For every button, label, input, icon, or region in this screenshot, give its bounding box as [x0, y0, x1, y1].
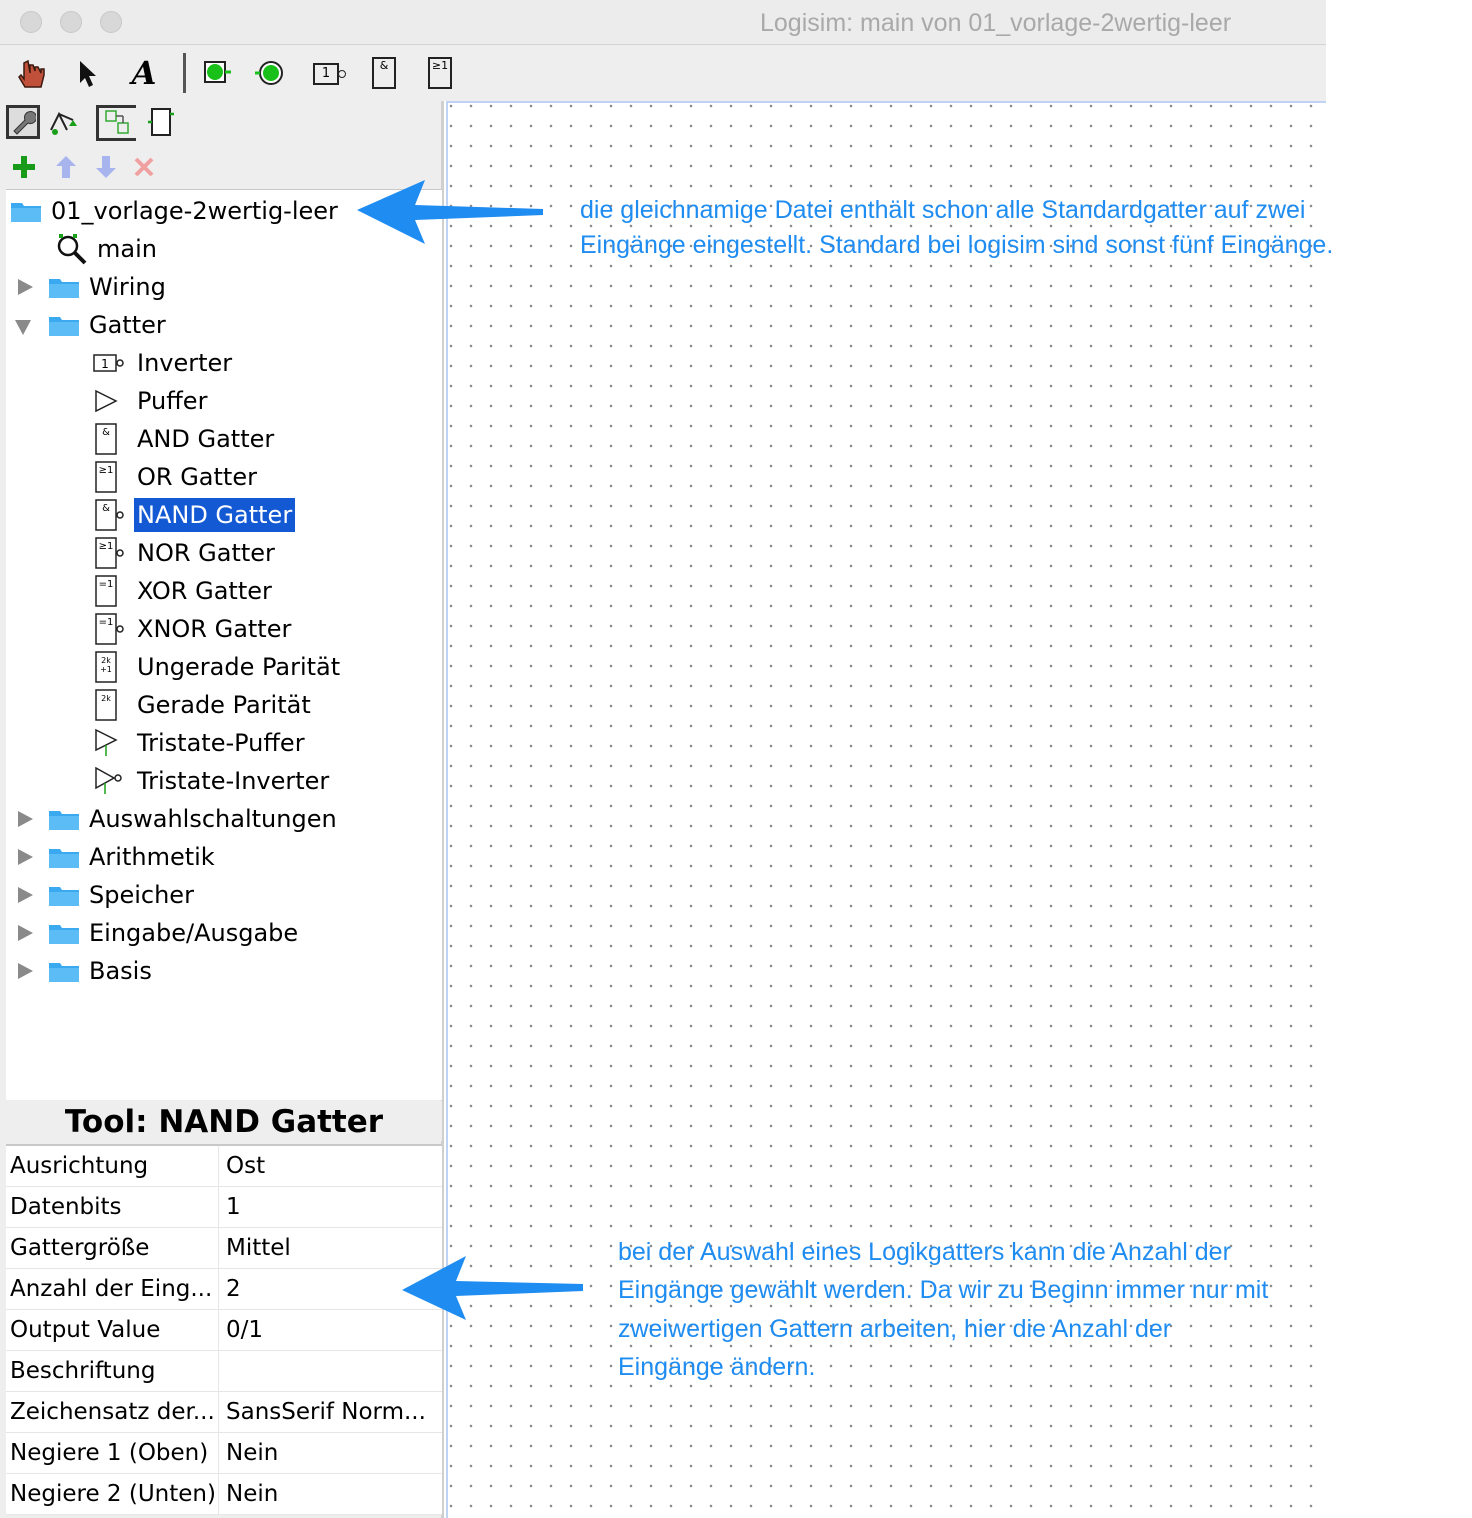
annotation-bottom-line-4: Eingänge ändern. [618, 1353, 816, 1381]
zoom-window-button[interactable] [100, 11, 122, 33]
svg-text:≥1: ≥1 [98, 465, 114, 476]
magnifier-circuit-icon [54, 232, 88, 266]
expand-toggle-eingabe-ausgabe[interactable] [18, 925, 33, 941]
arrow-pointer-icon [68, 55, 104, 91]
or-gate-tool-button[interactable] [422, 55, 458, 91]
text-tool-button[interactable] [126, 55, 162, 91]
attribute-row[interactable]: Zeichensatz der... SansSerif Norm... [6, 1392, 442, 1433]
svg-text:=1: =1 [98, 579, 114, 590]
tree-library-speicher[interactable]: Speicher [48, 877, 197, 913]
attribute-table [6, 1144, 442, 1515]
selected-item-label: NAND Gatter [134, 498, 295, 532]
tool-toolbar [0, 45, 1326, 101]
expand-toggle-auswahlschaltungen[interactable] [18, 811, 33, 827]
tree-item-tristate-inverter[interactable]: Tristate-Inverter [92, 763, 332, 799]
even-parity-icon [92, 688, 126, 722]
move-circuit-down-button[interactable] [92, 153, 120, 181]
svg-text:&: & [102, 503, 110, 514]
explorer-tree [6, 189, 442, 1100]
and-gate-icon: & [372, 57, 396, 89]
and-gate-icon [92, 422, 126, 456]
tree-item-xor-gatter[interactable]: =1 XOR Gatter [92, 573, 275, 609]
tree-library-auswahlschaltungen[interactable]: Auswahlschaltungen [48, 801, 340, 837]
circuit-layout-icon [103, 108, 133, 138]
tree-library-basis[interactable]: Basis [48, 953, 155, 989]
folder-icon [10, 199, 42, 223]
expand-toggle-basis[interactable] [18, 963, 33, 979]
tree-item-ungerade-paritaet[interactable]: 2k +1 Ungerade Parität [92, 649, 343, 685]
tree-item-puffer[interactable]: Puffer [92, 383, 210, 419]
window-titlebar [0, 0, 1326, 45]
nor-gate-icon [92, 536, 126, 570]
attribute-row[interactable]: Negiere 1 (Oben) Nein [6, 1433, 442, 1474]
expand-toggle-arithmetik[interactable] [18, 849, 33, 865]
tree-item-or-gatter[interactable]: ≥1 OR Gatter [92, 459, 260, 495]
window-title: Logisim: main von 01_vorlage-2wertig-leer [760, 9, 1232, 37]
simulate-view-button[interactable] [46, 105, 80, 139]
minimize-window-button[interactable] [60, 11, 82, 33]
tree-library-gatter[interactable]: Gatter [48, 307, 169, 343]
buffer-gate-icon [92, 389, 126, 413]
expand-toggle-wiring[interactable] [18, 279, 33, 295]
annotation-top-line-1: die gleichnamige Datei enthält schon alle Standardgatter auf zwei [580, 196, 1306, 224]
nand-gate-icon [92, 498, 126, 532]
delete-circuit-button[interactable] [130, 153, 158, 181]
svg-text:2k: 2k [101, 656, 111, 665]
text-tool-icon: A [131, 54, 157, 92]
svg-text:&: & [102, 427, 110, 438]
not-gate-tool-button[interactable] [310, 55, 346, 91]
tree-library-wiring[interactable]: Wiring [48, 269, 169, 305]
input-pin-tool-button[interactable] [198, 55, 234, 91]
annotation-arrow-bottom [400, 1254, 585, 1322]
attribute-row[interactable]: Beschriftung [6, 1351, 442, 1392]
arrow-up-icon [54, 154, 78, 180]
folder-icon [48, 275, 80, 299]
tree-item-nor-gatter[interactable]: ≥1 NOR Gatter [92, 535, 278, 571]
output-pin-icon [253, 55, 289, 91]
image-margin [1326, 0, 1472, 1518]
svg-text:=1: =1 [98, 617, 114, 628]
appearance-icon [146, 106, 176, 138]
tree-item-nand-gatter[interactable] [92, 497, 295, 533]
simulation-tree-icon [47, 106, 79, 138]
annotation-bottom-line-3: zweiwertigen Gattern arbeiten, hier die Anzahl der [618, 1315, 1172, 1343]
xnor-gate-icon [92, 612, 126, 646]
add-circuit-button[interactable] [10, 153, 38, 181]
tree-library-arithmetik[interactable]: Arithmetik [48, 839, 218, 875]
output-pin-tool-button[interactable] [253, 55, 289, 91]
folder-icon [48, 845, 80, 869]
attribute-row[interactable]: Gattergröße Mittel [6, 1228, 442, 1269]
and-gate-tool-button[interactable] [366, 55, 402, 91]
tree-item-xnor-gatter[interactable]: =1 XNOR Gatter [92, 611, 294, 647]
or-gate-icon: ≥1 [428, 57, 452, 89]
expand-toggle-gatter[interactable] [15, 320, 31, 335]
svg-text:2k: 2k [101, 694, 111, 703]
tree-item-inverter[interactable]: 1 Inverter [92, 345, 235, 381]
attribute-row[interactable]: Output Value 0/1 [6, 1310, 442, 1351]
appearance-view-button[interactable] [144, 105, 178, 139]
attribute-row[interactable]: Ausrichtung Ost [6, 1146, 442, 1187]
svg-text:+1: +1 [100, 665, 112, 674]
tristate-inverter-icon [92, 766, 126, 796]
tree-circuit-main[interactable]: main [54, 231, 160, 267]
annotation-arrow-top [355, 178, 545, 246]
annotation-top-line-2: Eingänge eingestellt. Standard bei logisim sind sonst fünf Eingänge. [580, 231, 1334, 259]
arrow-down-icon [94, 154, 118, 180]
folder-icon [48, 883, 80, 907]
toolbar-separator [183, 53, 186, 93]
folder-icon [48, 807, 80, 831]
plus-icon [11, 154, 37, 180]
not-gate-icon: 1 [313, 63, 343, 83]
tree-item-and-gatter[interactable]: & AND Gatter [92, 421, 277, 457]
tristate-buffer-icon [92, 728, 126, 758]
tree-project[interactable]: 01_vorlage-2wertig-leer [10, 193, 341, 229]
folder-icon [48, 959, 80, 983]
delete-x-icon [133, 156, 155, 178]
annotation-bottom-line-1: bei der Auswahl eines Logikgatters kann die Anzahl der [618, 1238, 1231, 1266]
svg-text:≥1: ≥1 [98, 541, 114, 552]
tree-item-gerade-paritaet[interactable]: 2k Gerade Parität [92, 687, 314, 723]
poke-tool-button[interactable] [14, 55, 50, 91]
expand-toggle-speicher[interactable] [18, 887, 33, 903]
select-tool-button[interactable] [68, 55, 104, 91]
attribute-row[interactable]: Anzahl der Eing... 2 [6, 1269, 442, 1310]
annotation-bottom-line-2: Eingänge gewählt werden. Da wir zu Beginn immer nur mit [618, 1276, 1269, 1304]
xor-gate-icon [92, 574, 126, 608]
explorer-panel [0, 101, 444, 1518]
folder-icon [48, 313, 80, 337]
tree-library-eingabe-ausgabe[interactable]: Eingabe/Ausgabe [48, 915, 301, 951]
layout-view-button[interactable] [96, 105, 136, 141]
attribute-row[interactable]: Datenbits 1 [6, 1187, 442, 1228]
tool-panel-title: Tool: NAND Gatter [6, 1101, 442, 1141]
hand-icon [14, 55, 50, 91]
tree-item-tristate-puffer[interactable]: Tristate-Puffer [92, 725, 308, 761]
folder-icon [48, 921, 80, 945]
attribute-row[interactable]: Negiere 2 (Unten) Nein [6, 1474, 442, 1515]
edit-tools-view-button[interactable] [6, 105, 40, 139]
or-gate-icon [92, 460, 126, 494]
move-circuit-up-button[interactable] [52, 153, 80, 181]
close-window-button[interactable] [20, 11, 42, 33]
odd-parity-icon [92, 650, 126, 684]
wrench-icon [10, 109, 36, 135]
input-pin-icon [198, 55, 234, 91]
svg-text:1: 1 [101, 357, 109, 371]
not-gate-icon [92, 351, 126, 375]
